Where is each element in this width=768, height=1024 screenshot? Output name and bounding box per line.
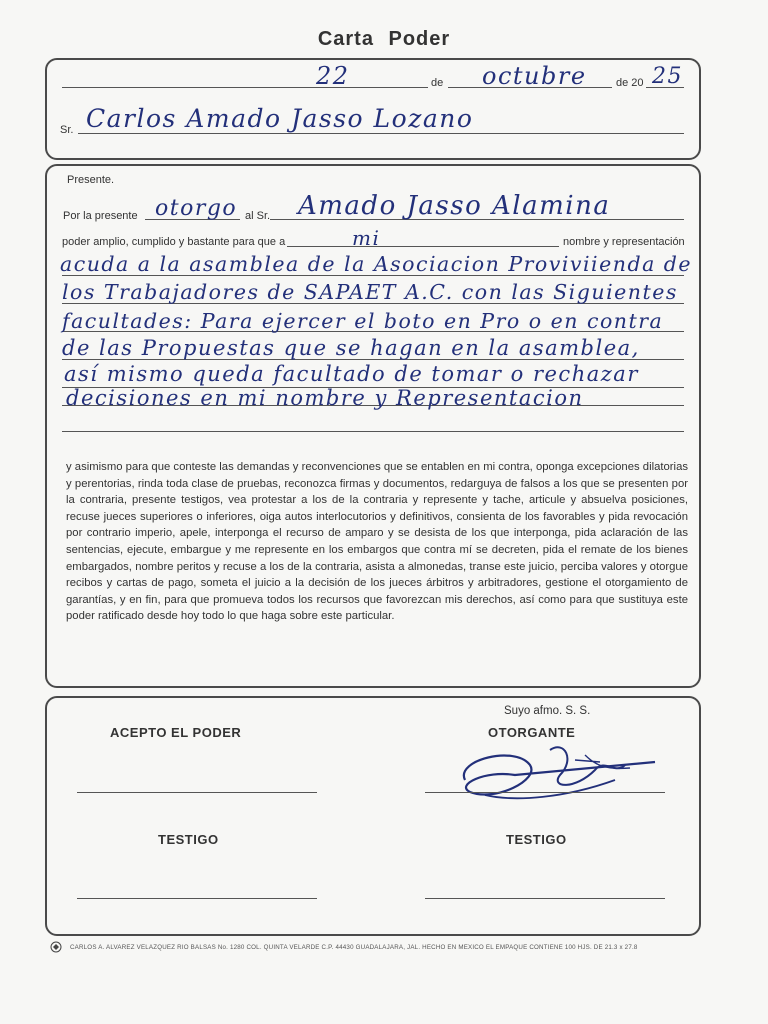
poder-label: poder amplio, cumplido y bastante para que a [62, 236, 286, 248]
mi-line [287, 246, 559, 247]
handwritten-line-5: así mismo queda facultado de tomar o rechazar [64, 362, 639, 386]
sr-label: Sr. [60, 124, 74, 136]
date-month: octubre [482, 62, 587, 90]
al-sr-label: al Sr. [245, 210, 271, 222]
otorgante-signature [455, 740, 670, 810]
recipient-name: Carlos Amado Jasso Lozano [86, 104, 474, 133]
otorgante-signature-line [425, 792, 665, 793]
date-year-label: de 20 [616, 77, 644, 89]
handwritten-line-1: acuda a la asamblea de la Asociacion Proviviienda de [60, 252, 693, 276]
testigo-left-line [77, 898, 317, 899]
testigo-right-line [425, 898, 665, 899]
attorney-name: Amado Jasso Alamina [298, 191, 611, 221]
handwritten-line-6: decisiones en mi nombre y Representacion [66, 386, 584, 410]
document-title: Carta Poder [317, 28, 451, 50]
publisher-footer: CARLOS A. ALVAREZ VELAZQUEZ RIO BALSAS No. 1280 COL. QUINTA VELARDE C.P. 44430 GUADALAJARA, JAL. HECHO EN MEXICO EL EMPAQUE CONTIENE 100 HJS. DE 21.3 x 27.8 [70, 944, 638, 951]
nombre-label: nombre y representación [563, 236, 685, 248]
acepto-signature-line [77, 792, 317, 793]
date-line-left [62, 87, 428, 88]
date-day: 22 [316, 62, 350, 90]
handwritten-line-2: los Trabajadores de SAPAET A.C. con las Siguientes [62, 280, 678, 304]
grant-verb: otorgo [155, 196, 238, 221]
testigo-left-heading: TESTIGO [158, 832, 219, 847]
acepto-heading: ACEPTO EL PODER [110, 725, 242, 740]
grant-mi: mi [352, 226, 381, 250]
publisher-logo-icon [50, 941, 62, 953]
date-year: 25 [652, 64, 683, 89]
hand-line-7 [62, 431, 684, 432]
recipient-line [78, 133, 684, 134]
suyo-label: Suyo afmo. S. S. [504, 705, 591, 717]
date-de-label: de [431, 77, 444, 89]
otorgante-heading: OTORGANTE [488, 725, 576, 740]
por-la-presente-label: Por la presente [63, 210, 138, 222]
handwritten-line-4: de las Propuestas que se hagan en la asamblea, [62, 336, 640, 360]
handwritten-line-3: facultades: Para ejercer el boto en Pro o en contra [62, 309, 664, 333]
testigo-right-heading: TESTIGO [506, 832, 567, 847]
powers-body-text: y asimismo para que conteste las demandas y reconvenciones que se entablen en mi contra, oponga excepciones dilatorias y perentorias, rinda toda clase de pruebas, reconozca firmas y documentos, redarguya de falsos a los que se presenten por la contraria, presente testigos, vea protestar a los de la contraria y represente y tache, articule y absuelva posiciones, recuse jueces superiores o inferiores, oiga autos interlocutorios y definitivos, consienta de los favorables y pida revocación por contrario imperio, apele, interponga el recurso de amparo y se desista de los que interponga, pida aclaración de las sentencias, ejecute, embargue y me represente en los embargos que contra mí se decreten, pida el remate de los bienes embargados, nombre peritos y recuse a los de la contraria, asista a almonedas, transe este juicio, perciba valores y otorgue recibos y cartas de pago, someta el juicio a la decisión de los jueces árbitros y arbitradores, gestione el otorgamiento de garantías, y en fin, para que promueva todos los recursos que favorezcan mis derechos, así como para que sustituya este poder ratificado desde hoy todo lo que haga sobre este particular. [66, 461, 688, 623]
presente-label: Presente. [67, 174, 115, 186]
